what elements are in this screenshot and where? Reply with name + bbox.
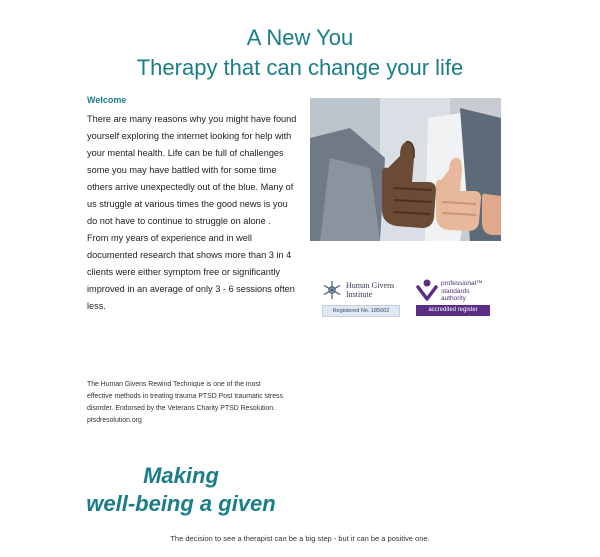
welcome-heading: Welcome [87, 95, 127, 105]
registration-number: Registered No. 185602 [322, 305, 400, 317]
human-givens-logo [320, 278, 404, 318]
thumbs-up-icon [310, 98, 501, 241]
welcome-paragraph-1: There are many reasons why you might have found yourself exploring the internet looking for help with your mental health. Life can be full of challenges some you may have battled with for some time others arrive unexpectedly out of the blue. Many of us struggle at various times the good news is you do not have to continue to struggle on alone . [87, 114, 297, 226]
tagline-line-2: well-being a given [86, 491, 276, 516]
accredited-register-badge: accredited register [416, 305, 490, 316]
checkmark-icon [416, 278, 438, 302]
tagline-line-1: Making [143, 463, 219, 488]
welcome-body [87, 111, 299, 315]
hero-heading [0, 24, 600, 82]
hero-subtitle: Therapy that can change your life [136, 55, 464, 80]
rewind-technique-text: The Human Givens Rewind Technique is one of the most effective methods in treating trauma PTSD Post traumatic stress disorder. Endorsed by the Veterans Charity PTSD Resolution. ptsdresolution.org [87, 381, 283, 424]
human-givens-name: Human Givens Institute [346, 281, 395, 299]
psa-name: professional™ standards authority [441, 280, 483, 302]
snowflake-icon [322, 280, 342, 300]
thumbs-up-photo [310, 98, 501, 241]
welcome-paragraph-2: From my years of experience and in well documented research that shows more than 3 in 4 clients were either symptom free or significantly improved in an average of only 3 - 6 sessions often less. [87, 233, 295, 311]
hero-title: A New You [246, 25, 354, 50]
psa-logo [414, 278, 500, 318]
tagline [55, 462, 307, 518]
accreditation-logos [320, 278, 500, 320]
footer-text: The decision to see a therapist can be a big step - but it can be a positive one. [170, 534, 430, 543]
